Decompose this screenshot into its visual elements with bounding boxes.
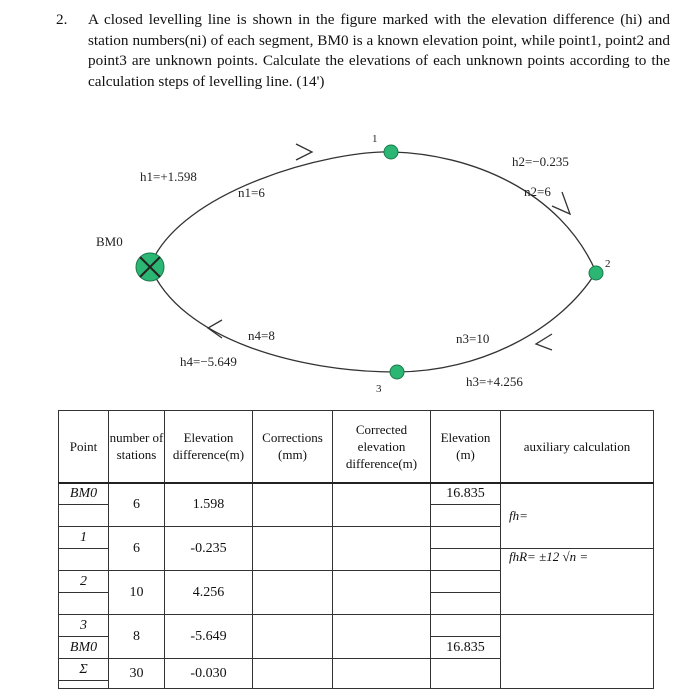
point-cell: BM0 [59,483,109,505]
elevation-cell: 16.835 [431,637,501,659]
point-2-marker [589,266,603,280]
elev-diff-cell: 1.598 [165,483,253,527]
elevation-total[interactable] [431,659,501,689]
arrow-3 [536,334,552,350]
corrected-cell[interactable] [333,615,431,659]
corrections-cell[interactable] [253,527,333,571]
point-1-label: 1 [372,133,378,145]
arrow-1 [296,144,312,160]
header-point: Point [59,411,109,483]
point-spacer [59,549,109,571]
point-spacer [59,505,109,527]
arrow-2 [552,192,570,214]
corrected-cell[interactable] [333,571,431,615]
elevation-cell[interactable] [431,571,501,593]
h4-label: h4=−5.649 [180,354,237,369]
aux-fhr-text: fhR= ±12 √n = [509,549,589,564]
header-corrections: Corrections (mm) [253,411,333,483]
n3-label: n3=10 [456,331,490,346]
elevation-spacer [431,593,501,615]
stations-cell: 8 [109,615,165,659]
point-3-marker [390,365,404,379]
elev-diff-cell: -5.649 [165,615,253,659]
question-number: 2. [56,11,68,28]
header-elev-diff: Elevation difference(m) [165,411,253,483]
aux-fhr [501,549,654,615]
aux-fh [501,483,654,549]
bm0-marker [136,253,164,281]
header-elevation: Elevation (m) [431,411,501,483]
stations-total: 30 [109,659,165,689]
corrections-cell[interactable] [253,571,333,615]
aux-blank [501,615,654,689]
header-corrected: Corrected elevation difference(m) [333,411,431,483]
header-stations: number of stations [109,411,165,483]
point-cell: 1 [59,527,109,549]
corrections-cell[interactable] [253,483,333,527]
elevation-cell[interactable] [431,527,501,549]
corrections-cell[interactable] [253,615,333,659]
elevation-cell: 16.835 [431,483,501,505]
elev-diff-cell: 4.256 [165,571,253,615]
point-cell: 2 [59,571,109,593]
header-aux: auxiliary calculation [501,411,654,483]
corrected-total[interactable] [333,659,431,689]
point-2-label: 2 [605,258,611,270]
n1-label: n1=6 [238,185,265,200]
corrections-total[interactable] [253,659,333,689]
question-text: A closed levelling line is shown in the figure marked with the elevation difference (hi) and station numbers(ni) of each segment, BM0 is a known elevation point, while point1, point2 and point3 are unknown points. Calculate the elevations of each unknown points according to the calculation steps of levelling line. (14') [88,11,670,90]
arrow-4 [208,320,222,338]
point-1-marker [384,145,398,159]
stations-cell: 6 [109,483,165,527]
corrected-cell[interactable] [333,527,431,571]
elevation-cell[interactable] [431,615,501,637]
point-spacer [59,593,109,615]
aux-fh-text: fh= [509,507,528,523]
elevation-spacer [431,549,501,571]
point-cell: Σ [59,659,109,681]
elev-diff-total: -0.030 [165,659,253,689]
corrected-cell[interactable] [333,483,431,527]
point-cell: 3 [59,615,109,637]
stations-cell: 10 [109,571,165,615]
elev-diff-cell: -0.235 [165,527,253,571]
h3-label: h3=+4.256 [466,374,523,389]
elevation-spacer [431,505,501,527]
h2-label: h2=−0.235 [512,154,569,169]
point-spacer [59,681,109,689]
n4-label: n4=8 [248,328,275,343]
point-3-label: 3 [376,383,382,395]
levelling-table [58,410,654,689]
n2-label: n2=6 [524,184,551,199]
h1-label: h1=+1.598 [140,169,197,184]
bm0-label: BM0 [96,234,123,249]
point-cell: BM0 [59,637,109,659]
stations-cell: 6 [109,527,165,571]
